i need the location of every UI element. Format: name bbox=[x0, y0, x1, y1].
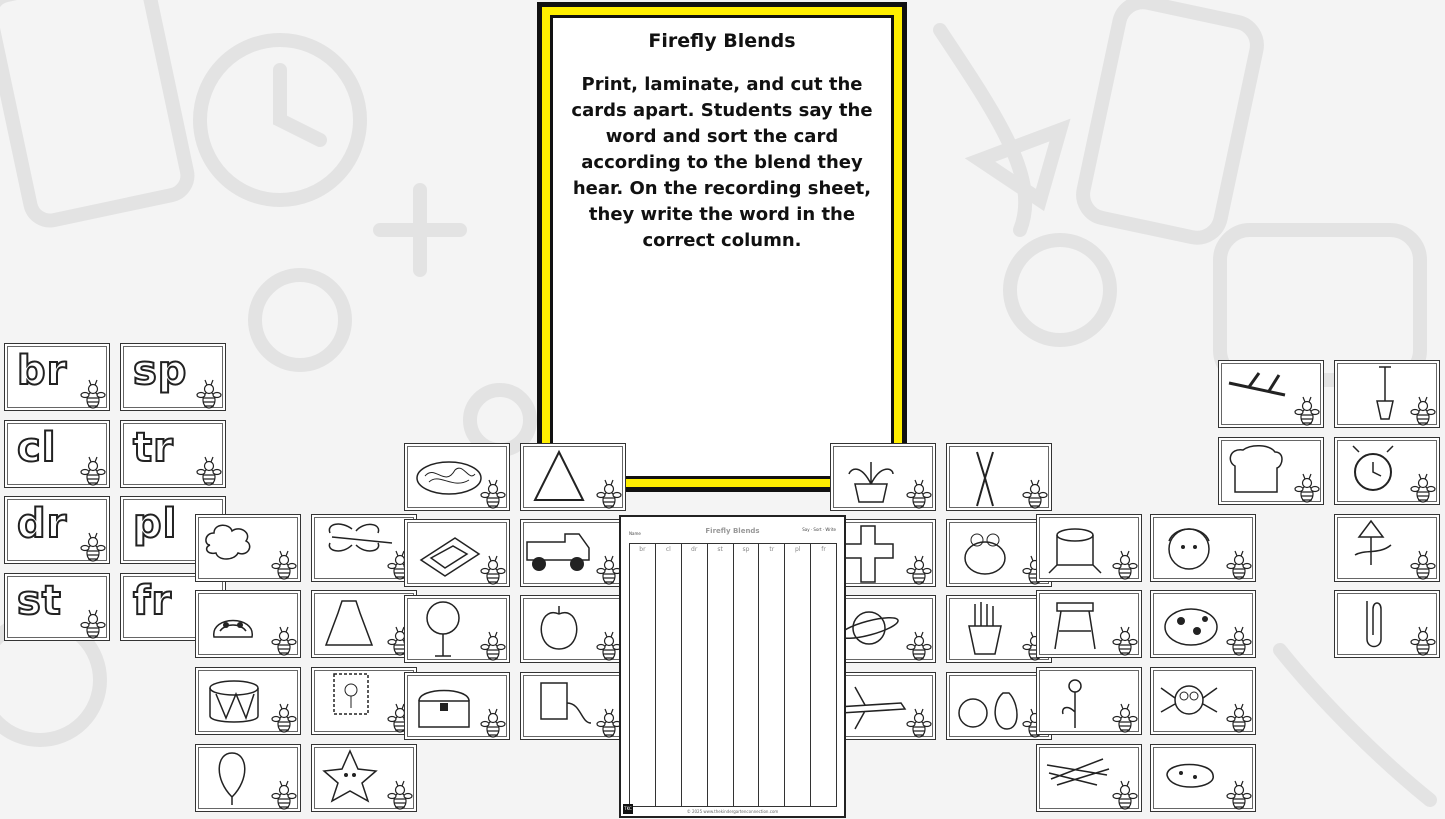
picture-card-truck-art bbox=[521, 520, 626, 587]
sheet-column: pl bbox=[785, 544, 811, 806]
blend-label: br bbox=[17, 348, 68, 394]
poster-instructions: Print, laminate, and cut the cards apart. Students say the word and sort the card according to the blend they hear. On the recording sheet, they write the word in the correct column. bbox=[571, 74, 873, 251]
picture-card-clock-art bbox=[1335, 438, 1440, 505]
poster-title: Firefly Blends bbox=[648, 30, 796, 52]
sheet-name-label: Name bbox=[629, 531, 641, 536]
picture-card-stump-art bbox=[1037, 515, 1142, 582]
picture-card-stool-art bbox=[1037, 591, 1142, 658]
picture-card-dragonfly-art bbox=[312, 515, 417, 582]
picture-card-truck bbox=[520, 519, 626, 587]
picture-card-planet-art bbox=[831, 596, 936, 663]
picture-card-star-art bbox=[312, 745, 417, 812]
picture-card-sign-art bbox=[1335, 515, 1440, 582]
picture-card-plant bbox=[830, 443, 936, 511]
sheet-columns bbox=[629, 543, 837, 807]
picture-card-spider bbox=[1150, 667, 1256, 735]
blend-card-dr bbox=[4, 496, 110, 564]
poster-yellow-border bbox=[542, 7, 902, 487]
picture-card-treasure-chest-art bbox=[405, 673, 510, 740]
picture-card-shovel-art bbox=[1335, 361, 1440, 428]
picture-card-paperclip-art bbox=[1335, 591, 1440, 658]
picture-card-flower bbox=[1036, 667, 1142, 735]
picture-card-sign bbox=[1334, 514, 1440, 582]
sheet-title: Firefly Blends bbox=[705, 527, 760, 535]
picture-card-paperclip bbox=[1334, 590, 1440, 658]
picture-card-stump bbox=[1036, 514, 1142, 582]
picture-card-clam bbox=[195, 590, 301, 658]
picture-card-bread-art bbox=[1219, 438, 1324, 505]
sheet-column: br bbox=[630, 544, 656, 806]
picture-card-stamp bbox=[311, 667, 417, 735]
picture-card-plane-art bbox=[831, 673, 936, 740]
tkc-logo: TKC bbox=[623, 804, 633, 814]
picture-card-tree bbox=[404, 595, 510, 663]
blend-card-tr bbox=[120, 420, 226, 488]
picture-card-boy bbox=[1150, 514, 1256, 582]
picture-card-triangle bbox=[520, 443, 626, 511]
picture-card-treasure-chest bbox=[404, 672, 510, 740]
instructions-poster bbox=[537, 2, 907, 492]
picture-card-stamp-art bbox=[312, 668, 417, 735]
sheet-column: st bbox=[708, 544, 734, 806]
picture-card-dragonfly bbox=[311, 514, 417, 582]
blend-card-br bbox=[4, 343, 110, 411]
picture-card-clock bbox=[1334, 437, 1440, 505]
picture-card-drum-art bbox=[196, 668, 301, 735]
blend-label: cl bbox=[17, 425, 57, 471]
picture-card-apple-art bbox=[521, 596, 626, 663]
picture-card-clam-art bbox=[196, 591, 301, 658]
blend-label: pl bbox=[133, 501, 178, 547]
blend-label: tr bbox=[133, 425, 174, 471]
picture-card-spaghetti-art bbox=[405, 444, 510, 511]
picture-card-mousetrap-art bbox=[405, 520, 510, 587]
picture-card-pliers bbox=[946, 443, 1052, 511]
picture-card-plug-art bbox=[521, 673, 626, 740]
picture-card-ladybug-art bbox=[1151, 591, 1256, 658]
picture-card-star bbox=[311, 744, 417, 812]
picture-card-spaghetti bbox=[404, 443, 510, 511]
picture-card-sticks-art bbox=[1037, 745, 1142, 812]
picture-card-triangle-art bbox=[521, 444, 626, 511]
picture-card-shovel bbox=[1334, 360, 1440, 428]
picture-card-cross-art bbox=[831, 520, 936, 587]
picture-card-flower-art bbox=[1037, 668, 1142, 735]
picture-card-cloud-art bbox=[196, 515, 301, 582]
picture-card-tree-art bbox=[405, 596, 510, 663]
blend-label: fr bbox=[133, 578, 173, 624]
picture-card-plug bbox=[520, 672, 626, 740]
picture-card-balloon-art bbox=[196, 745, 301, 812]
picture-card-boy-art bbox=[1151, 515, 1256, 582]
picture-card-spider-art bbox=[1151, 668, 1256, 735]
poster-inner bbox=[550, 15, 894, 479]
picture-card-sticks bbox=[1036, 744, 1142, 812]
picture-card-branch bbox=[1218, 360, 1324, 428]
sheet-column: fr bbox=[821, 546, 826, 553]
picture-card-dress-art bbox=[312, 591, 417, 658]
sheet-column: sp bbox=[734, 544, 760, 806]
picture-card-mousetrap bbox=[404, 519, 510, 587]
blend-card-cl bbox=[4, 420, 110, 488]
blend-card-sp bbox=[120, 343, 226, 411]
picture-card-balloon bbox=[195, 744, 301, 812]
blend-label: sp bbox=[133, 348, 188, 394]
picture-card-stool bbox=[1036, 590, 1142, 658]
picture-card-plant-art bbox=[831, 444, 936, 511]
sheet-column: dr bbox=[682, 544, 708, 806]
recording-sheet bbox=[619, 515, 846, 818]
picture-card-cloud bbox=[195, 514, 301, 582]
blend-card-st bbox=[4, 573, 110, 641]
picture-card-pliers-art bbox=[947, 444, 1052, 511]
blend-label: dr bbox=[17, 501, 68, 547]
blend-label: st bbox=[17, 578, 62, 624]
picture-card-sponge bbox=[1150, 744, 1256, 812]
picture-card-ladybug bbox=[1150, 590, 1256, 658]
picture-card-dress bbox=[311, 590, 417, 658]
sheet-column: tr bbox=[759, 544, 785, 806]
sheet-footer: © 2025 www.thekindergartenconnection.com bbox=[686, 809, 779, 814]
picture-card-bread bbox=[1218, 437, 1324, 505]
picture-card-apple bbox=[520, 595, 626, 663]
picture-card-drum bbox=[195, 667, 301, 735]
picture-card-branch-art bbox=[1219, 361, 1324, 428]
picture-card-sponge-art bbox=[1151, 745, 1256, 812]
sheet-column: cl bbox=[656, 544, 682, 806]
sheet-header-right: Say · Sort · Write bbox=[802, 527, 836, 532]
